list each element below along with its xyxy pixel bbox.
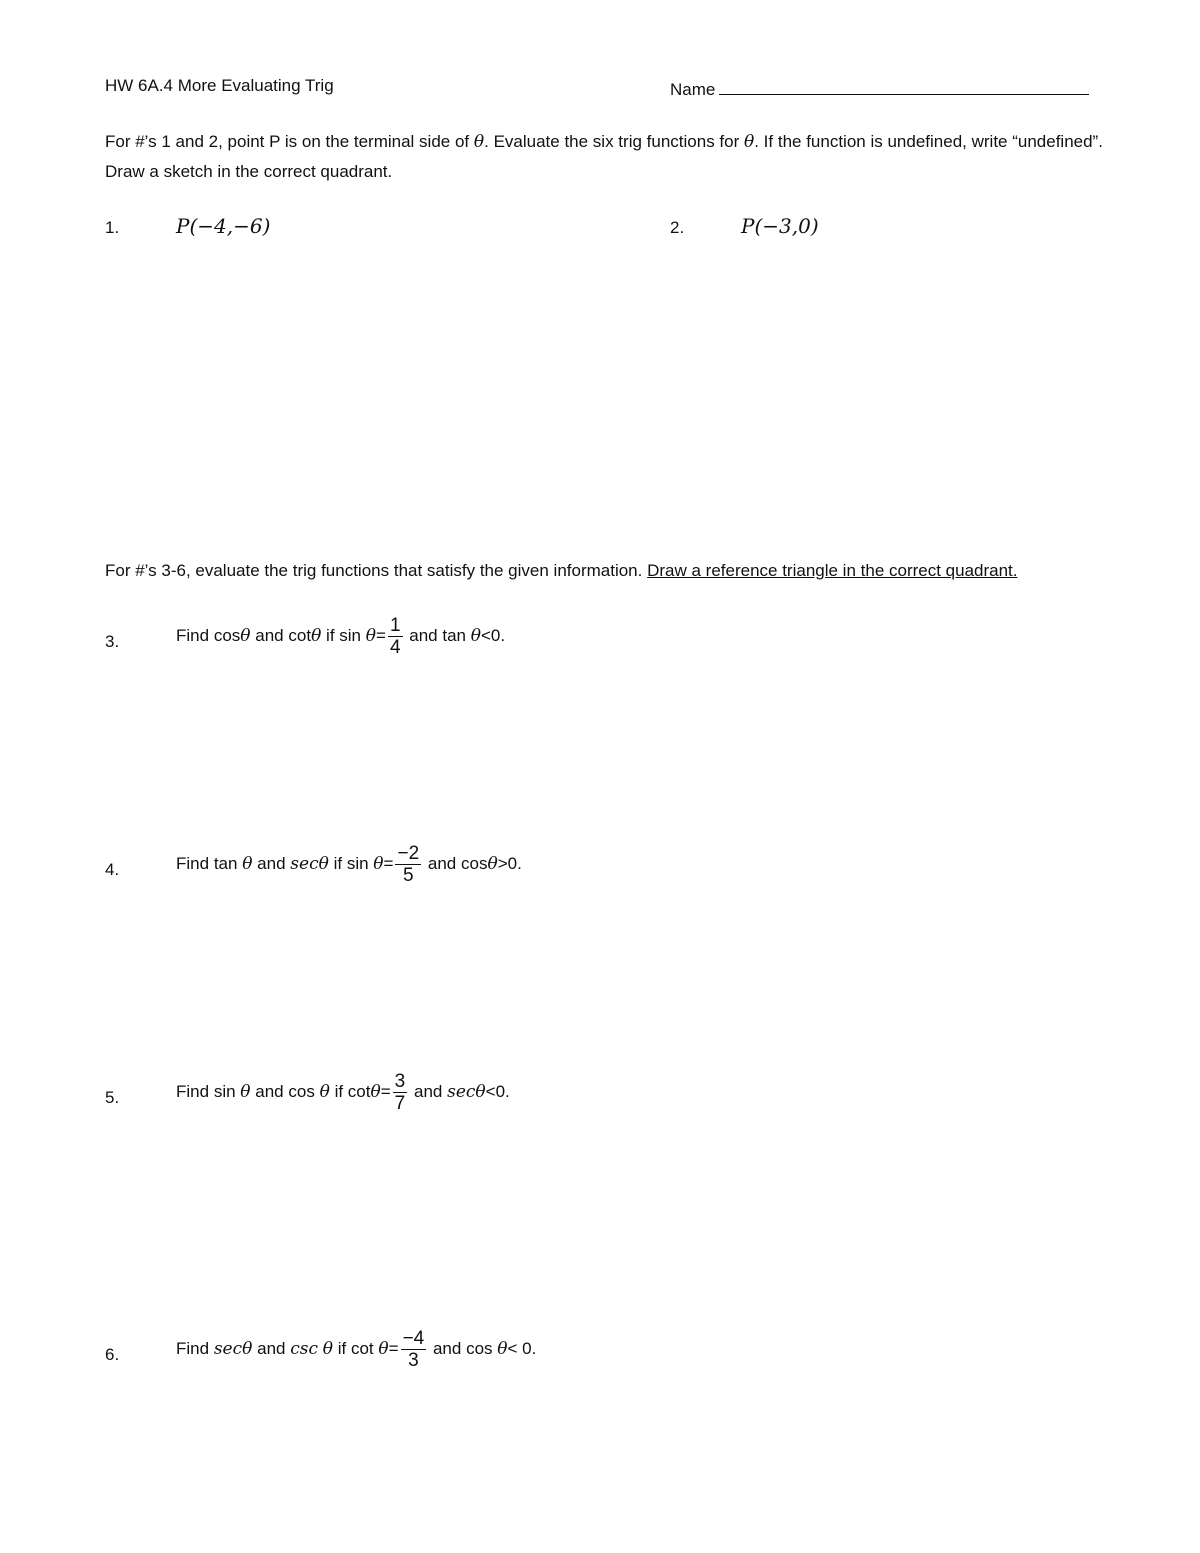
problem-3-number: 3. [105, 632, 120, 651]
problem-4-statement: Find tan θ and secθ if sin θ= $\frac{-2}{5}$ and cosθ>0. [176, 843, 522, 886]
problem-4-fraction: $\frac{-2}{5}$ [397, 843, 420, 886]
name-label: Name [670, 80, 716, 99]
problem-5-fraction: $\frac{3}{7}$ [394, 1071, 406, 1114]
problem-1-number: 1. [105, 218, 120, 237]
section1-instructions: For #’s 1 and 2, point P is on the terminal side of θ. Evaluate the six trig functions for θ. If the function is undefined, write “undefined”. Draw a sketch in the correct quadrant. [105, 132, 1103, 181]
problem-3-fraction: $\frac{1}{4}$ [389, 615, 401, 658]
problem-6-fraction: $\frac{-4}{3}$ [402, 1328, 425, 1371]
problem-1-point: P(−4,−6) [176, 214, 271, 238]
problem-2-point: P(−3,0) [741, 214, 819, 238]
problem-3-statement: Find cosθ and cotθ if sin θ= $\frac{1}{4}$ and tan θ<0. [176, 615, 506, 658]
problem-5-statement: Find sin θ and cos θ if cotθ= $\frac{3}{7}$ and secθ<0. [176, 1071, 510, 1114]
worksheet-title: HW 6A.4 More Evaluating Trig [105, 76, 334, 95]
name-field[interactable] [670, 76, 1089, 100]
problem-2-number: 2. [670, 218, 685, 237]
problem-4-number: 4. [105, 860, 120, 879]
problem-6-number: 6. [105, 1345, 120, 1364]
name-blank-line[interactable] [719, 76, 1089, 95]
problem-5-number: 5. [105, 1088, 120, 1107]
section2-instructions: For #’s 3-6, evaluate the trig functions that satisfy the given information. Draw a reference triangle in the correct quadrant. [105, 561, 1018, 580]
problem-6-statement: Find secθ and csc θ if cot θ= $\frac{-4}{3}$ and cos θ< 0. [176, 1328, 537, 1371]
